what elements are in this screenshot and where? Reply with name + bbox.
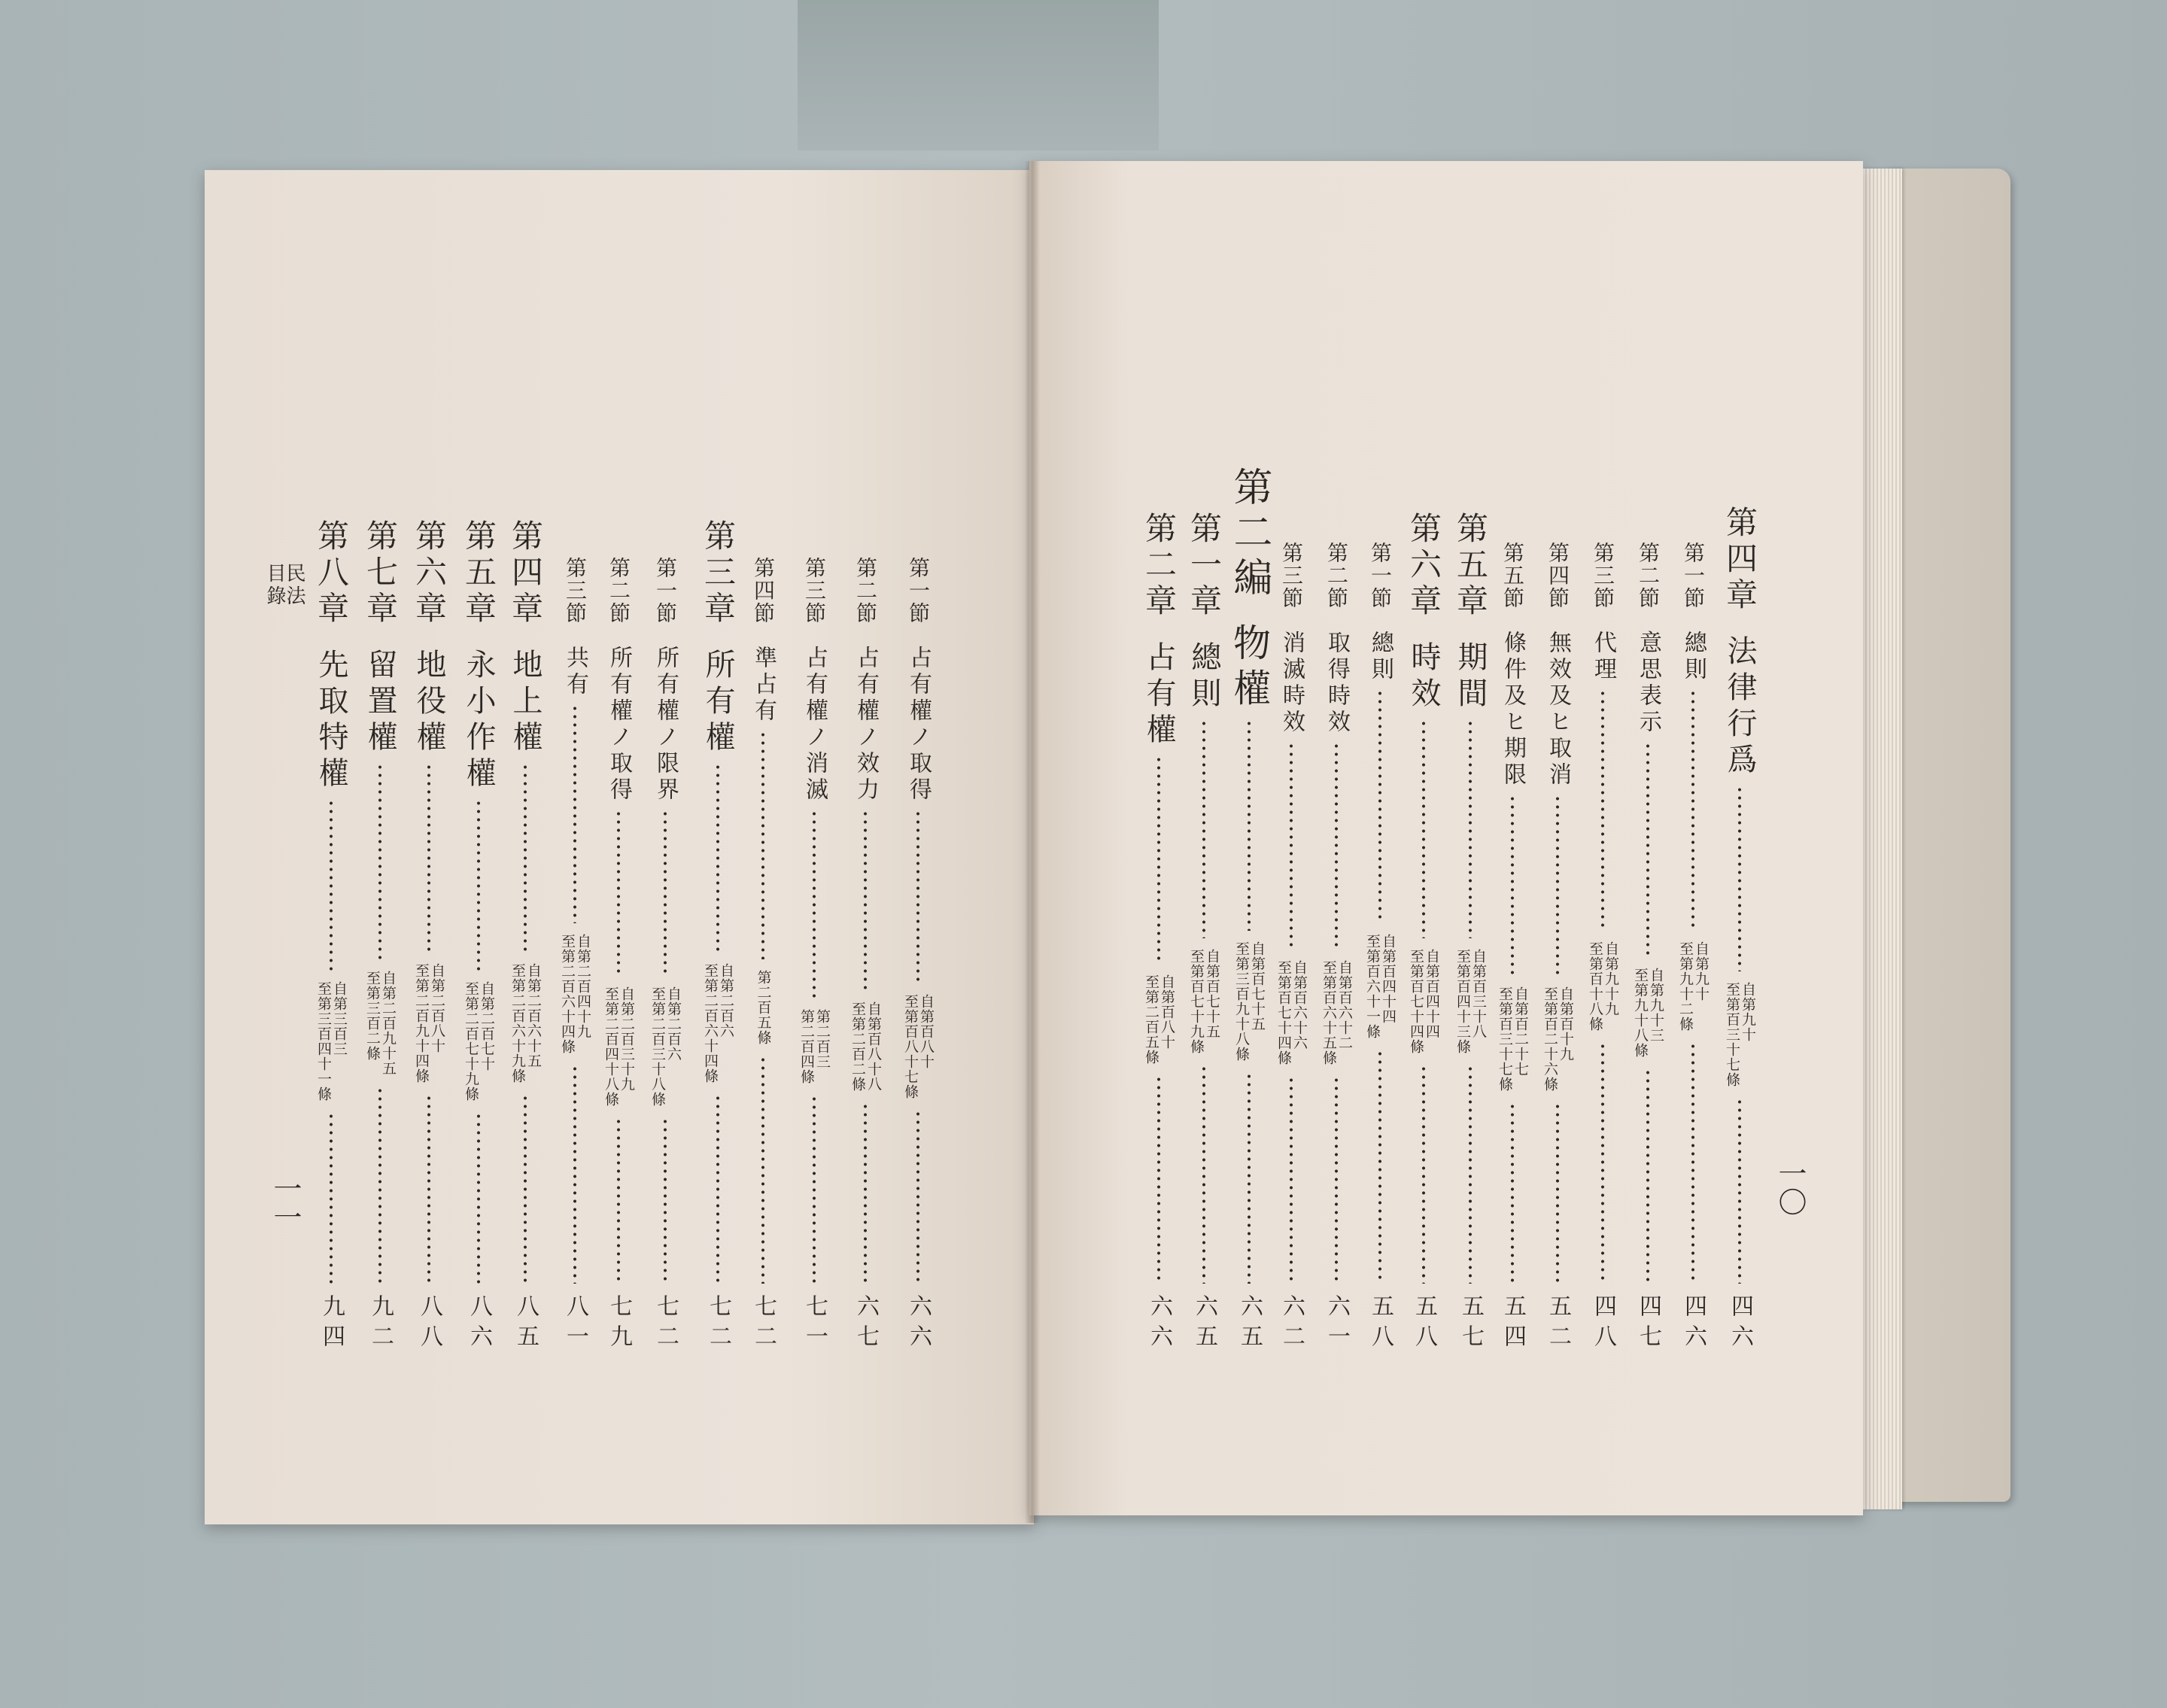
- article-range-line: 自第百八十: [918, 994, 935, 1069]
- article-range-line: 至第百十八條: [1587, 941, 1603, 1032]
- running-head-title: 民法: [283, 563, 305, 608]
- toc-entry-label: 第三節: [802, 557, 827, 625]
- leader-dots: [1378, 689, 1382, 923]
- leader-dots: [916, 810, 920, 983]
- leader-dots: [916, 1110, 920, 1284]
- leader-dots: [863, 810, 868, 991]
- article-range-line: 至第百七十九條: [1188, 949, 1205, 1054]
- leader-dots: [716, 1094, 720, 1284]
- leader-dots: [812, 1095, 816, 1284]
- page-number: 五八: [1411, 1294, 1437, 1354]
- leader-dots: [716, 763, 720, 953]
- leader-dots: [1468, 1065, 1473, 1284]
- article-range-line: 至第三百二條: [364, 971, 381, 1061]
- toc-entry: [354, 519, 406, 1354]
- toc-entry-title: 占有權ノ消滅: [801, 646, 828, 804]
- leader-dots: [523, 763, 527, 953]
- toc-entry-label: 第八章: [313, 519, 350, 628]
- toc-entry-title: 所有權ノ取得: [606, 646, 632, 804]
- leader-dots: [1646, 742, 1650, 957]
- toc-entry-label: 第三節: [1279, 542, 1304, 609]
- article-range-line: 至第二百二條: [849, 1001, 866, 1092]
- toc-entry-label: 第一節: [1368, 542, 1393, 609]
- book-back-cover: [1889, 169, 2010, 1502]
- article-range-line: 至第百七十四條: [1408, 949, 1424, 1054]
- page-number: 六六: [1146, 1294, 1172, 1354]
- page-number: 七九: [606, 1294, 632, 1354]
- toc-entry-label: 第五節: [1500, 542, 1525, 609]
- leader-dots: [1156, 1075, 1161, 1284]
- article-range-line: 至第二百三十八條: [649, 986, 666, 1107]
- toc-entry-title: 法律行爲: [1722, 635, 1757, 780]
- article-range-line: 自第百四十四: [1380, 934, 1397, 1024]
- toc-entry-title: 總則: [1187, 641, 1221, 713]
- toc-entry-title: 占有權: [1141, 641, 1176, 749]
- page-number: 八八: [416, 1294, 442, 1354]
- page-number: 六五: [1191, 1294, 1217, 1354]
- toc-entry-label: 第三節: [1591, 542, 1615, 609]
- article-range-line: 自第百六十二: [1336, 960, 1353, 1050]
- page-number: 五七: [1457, 1294, 1484, 1354]
- toc-entry-label: 第二節: [1324, 542, 1349, 609]
- article-range: [603, 986, 634, 1107]
- toc-entry: [639, 557, 691, 1354]
- article-range: [1542, 986, 1573, 1092]
- article-range-line: 自第二百三十九: [618, 986, 635, 1092]
- toc-entry: [1178, 512, 1230, 1354]
- leader-dots: [476, 799, 481, 971]
- leader-dots: [1468, 719, 1473, 938]
- article-range: [1144, 974, 1174, 1065]
- leader-dots: [1334, 1076, 1339, 1284]
- page-number: 七二: [750, 1294, 777, 1354]
- article-range-line: 自第百六十六: [1291, 960, 1308, 1050]
- article-range-line: 第二百四條: [798, 1009, 815, 1084]
- article-range: [1189, 949, 1219, 1054]
- leader-dots: [1421, 1065, 1426, 1284]
- article-range: [1234, 941, 1264, 1062]
- toc-entry-label: 第三章: [700, 519, 737, 628]
- toc-entry-title: 地上權: [508, 649, 543, 757]
- toc-entry-title: 所有權: [701, 649, 735, 757]
- toc-entry: [1621, 542, 1674, 1354]
- article-range-line: 自第百七十五: [1249, 941, 1266, 1032]
- background-top: [798, 0, 1159, 150]
- page-number: 九四: [318, 1294, 345, 1354]
- page-number: 五二: [1545, 1294, 1571, 1354]
- toc-entry-label: 第二節: [606, 557, 631, 625]
- article-range-line: 自第二百七十: [479, 981, 495, 1071]
- toc-entry-label: 第七章: [362, 519, 399, 628]
- toc-entry-label: 第一節: [653, 557, 678, 625]
- leader-dots: [427, 1094, 431, 1284]
- running-head: [265, 563, 304, 608]
- left-folio: 一一: [269, 1174, 302, 1231]
- toc-entry-title: 取得時效: [1324, 631, 1350, 736]
- leader-dots: [378, 763, 382, 960]
- article-range-line: 第二百三: [814, 1009, 831, 1069]
- toc-entry-label: 第六章: [411, 519, 448, 628]
- toc-entry-title: 條件及ヒ期限: [1500, 631, 1526, 789]
- article-range: [1588, 941, 1618, 1032]
- toc-entry: [1713, 506, 1766, 1354]
- page-number: 四八: [1590, 1294, 1616, 1354]
- leader-dots: [812, 810, 816, 998]
- article-range: [1455, 949, 1485, 1054]
- page-number: 九二: [367, 1294, 394, 1354]
- leader-dots: [761, 731, 765, 959]
- article-range-line: 自第二百六: [718, 963, 734, 1038]
- toc-entry: [691, 519, 744, 1354]
- leader-dots: [1421, 719, 1426, 938]
- article-range: [365, 971, 395, 1076]
- article-range-line: 自第二百六十五: [525, 963, 542, 1068]
- toc-entry-title: 準占有: [750, 646, 777, 725]
- article-range: [510, 963, 540, 1083]
- leader-dots: [1510, 795, 1515, 976]
- toc-entry: [1132, 512, 1185, 1354]
- toc-entry-title: 期間: [1453, 641, 1488, 713]
- leader-dots: [1334, 742, 1339, 950]
- page-number: 四六: [1727, 1294, 1753, 1354]
- page-number: 五四: [1500, 1294, 1526, 1354]
- leader-dots: [1737, 1098, 1742, 1284]
- article-range-line: 自第九十: [1740, 982, 1756, 1042]
- article-range-line: 自第二百九十五: [380, 971, 397, 1076]
- toc-entry-label: 第三節: [563, 557, 588, 625]
- article-range-line: 第二百五條: [755, 969, 772, 1045]
- leader-dots: [663, 1117, 667, 1284]
- leader-dots: [1202, 719, 1206, 938]
- toc-entry-title: 代理: [1590, 631, 1616, 683]
- page-number: 五八: [1367, 1294, 1394, 1354]
- toc-entry-label: 第一節: [906, 557, 931, 625]
- article-range-line: 至第百二十六條: [1542, 986, 1558, 1092]
- leader-dots: [1510, 1102, 1515, 1284]
- leader-dots: [427, 763, 431, 953]
- toc-entry: [452, 519, 505, 1354]
- article-range-line: 至第三百四十一條: [315, 981, 332, 1102]
- article-range-line: 至第百六十五條: [1321, 960, 1337, 1065]
- article-range-line: 自第百八十八: [865, 1001, 882, 1092]
- leader-dots: [761, 1056, 765, 1284]
- toc-entry: [1531, 542, 1584, 1354]
- toc-entry-title: 占有權ノ取得: [905, 646, 932, 804]
- article-range: [560, 934, 590, 1054]
- article-range-line: 自第九十三: [1648, 968, 1664, 1043]
- article-range-line: 至第三百九十八條: [1233, 941, 1250, 1062]
- toc-entry: [1444, 512, 1497, 1354]
- article-range-line: 至第百三十七條: [1724, 982, 1740, 1087]
- page-number: 六一: [1324, 1294, 1350, 1354]
- toc-entry-title: 永小作權: [461, 649, 496, 793]
- article-range: [1633, 968, 1663, 1058]
- page-number: 四七: [1635, 1294, 1661, 1354]
- page-number: 八一: [562, 1294, 588, 1354]
- leader-dots: [1378, 1050, 1382, 1284]
- toc-entry: [737, 557, 789, 1354]
- article-range-line: 自第九十九: [1603, 941, 1619, 1017]
- page-number: 八五: [512, 1294, 539, 1354]
- toc-entry-title: 共有: [562, 646, 588, 698]
- toc-entry-label: 第四章: [1722, 506, 1758, 614]
- article-range-line: 至第百四十三條: [1454, 949, 1471, 1054]
- right-folio: 一〇: [1773, 1159, 1807, 1216]
- leader-dots: [1646, 1068, 1650, 1284]
- toc-entry-title: 占有權ノ效力: [853, 646, 879, 804]
- toc-entry: [892, 557, 944, 1354]
- toc-entry-title: 所有權ノ限界: [652, 646, 679, 804]
- article-range: [850, 1001, 880, 1092]
- leader-dots: [476, 1112, 481, 1284]
- article-range: [414, 963, 444, 1083]
- leader-dots: [1289, 742, 1293, 950]
- toc-entry-label: 第一節: [1681, 542, 1706, 609]
- leader-dots: [1247, 1072, 1251, 1284]
- toc-entry-label: 第四章: [507, 519, 544, 628]
- page-edges: [1863, 169, 1902, 1509]
- leader-dots: [1202, 1065, 1206, 1284]
- article-range: [463, 981, 494, 1102]
- toc-entry: [1223, 467, 1275, 1354]
- leader-dots: [1691, 689, 1695, 931]
- article-range: [316, 981, 346, 1102]
- article-range: [1321, 960, 1351, 1065]
- toc-entry-title: 地役權: [412, 649, 446, 757]
- leader-dots: [663, 810, 667, 976]
- article-range: [650, 986, 680, 1107]
- article-range-line: 自第二百六: [665, 986, 682, 1062]
- leader-dots: [378, 1086, 382, 1284]
- article-range: [756, 970, 770, 1045]
- leader-dots: [1156, 755, 1161, 964]
- page-number: 四六: [1680, 1294, 1707, 1354]
- article-range-line: 至第二百九十四條: [413, 963, 430, 1083]
- article-range-line: 自第百八十: [1159, 974, 1175, 1050]
- article-range-line: 至第百七十四條: [1275, 960, 1292, 1065]
- toc-entry-title: 無效及ヒ取消: [1545, 631, 1571, 789]
- toc-entry-title: 留置權: [363, 649, 397, 757]
- leader-dots: [1600, 1042, 1605, 1284]
- toc-entry-title: 時效: [1406, 641, 1441, 713]
- toc-entry: [499, 519, 552, 1354]
- toc-entry: [305, 519, 357, 1354]
- article-range: [1276, 960, 1306, 1065]
- toc-entry: [788, 557, 840, 1354]
- page-number: 六五: [1236, 1294, 1263, 1354]
- article-range-line: 至第百八十七條: [902, 994, 919, 1099]
- article-range-line: 至第二百七十九條: [463, 981, 479, 1102]
- toc-entry: [1667, 542, 1719, 1354]
- toc-entry-label: 第四節: [751, 557, 776, 625]
- article-range-line: 自第百四十四: [1424, 949, 1440, 1039]
- article-range-line: 至第二百五條: [1143, 974, 1159, 1065]
- toc-entry-label: 第二節: [853, 557, 878, 625]
- article-range-line: 自第九十: [1693, 941, 1710, 1001]
- article-range-line: 自第百十九: [1558, 986, 1574, 1062]
- page-number: 七二: [652, 1294, 679, 1354]
- toc-entry: [549, 557, 601, 1354]
- toc-entry-label: 第五章: [460, 519, 497, 628]
- toc-entry-label: 第二節: [1636, 542, 1661, 609]
- toc-entry-title: 總則: [1680, 631, 1707, 683]
- toc-entry-label: 第二章: [1141, 512, 1178, 620]
- toc-entry: [403, 519, 455, 1354]
- article-range: [1365, 934, 1395, 1039]
- article-range-line: 至第九十二條: [1677, 941, 1694, 1032]
- toc-entry-title: 先取特權: [314, 649, 348, 793]
- article-range: [1497, 986, 1527, 1092]
- toc-entry: [1310, 542, 1363, 1354]
- leader-dots: [573, 1065, 577, 1284]
- page-number: 六七: [853, 1294, 879, 1354]
- leader-dots: [329, 1112, 333, 1284]
- toc-entry-title: 意思表示: [1635, 631, 1661, 736]
- article-range: [903, 994, 933, 1099]
- article-range-line: 自第二百四十九: [575, 934, 591, 1039]
- article-range: [703, 963, 733, 1083]
- page-number: 七二: [705, 1294, 731, 1354]
- article-range: [1678, 941, 1708, 1032]
- article-range-line: 自第百七十五: [1204, 949, 1220, 1039]
- toc-entry: [839, 557, 892, 1354]
- page-number: 六二: [1278, 1294, 1305, 1354]
- page-number: 六六: [905, 1294, 932, 1354]
- article-range-line: 至第百三十七條: [1497, 986, 1513, 1092]
- article-range: [1409, 949, 1439, 1054]
- article-range-line: 自第百三十八: [1470, 949, 1487, 1039]
- leader-dots: [863, 1102, 868, 1284]
- leader-dots: [523, 1094, 527, 1284]
- running-head-section: 目錄: [263, 563, 286, 608]
- article-range-line: 至第二百六十九條: [509, 963, 526, 1083]
- toc-entry-title: 物權: [1227, 623, 1271, 713]
- article-range: [1725, 982, 1755, 1087]
- leader-dots: [1289, 1076, 1293, 1284]
- page-number: 八六: [466, 1294, 492, 1354]
- article-range-line: 至第九十八條: [1632, 968, 1649, 1058]
- article-range-line: 至第百六十一條: [1364, 934, 1381, 1039]
- article-range-line: 自第三百三: [331, 981, 348, 1056]
- leader-dots: [1555, 795, 1560, 976]
- leader-dots: [329, 799, 333, 971]
- leader-dots: [1737, 786, 1742, 971]
- article-range-line: 自第二百八十: [429, 963, 445, 1053]
- leader-dots: [616, 810, 621, 976]
- toc-entry-label: 第二編: [1226, 467, 1272, 602]
- leader-dots: [573, 704, 577, 923]
- article-range-line: 至第二百四十八條: [603, 986, 619, 1107]
- article-range-line: 至第二百六十四條: [702, 963, 719, 1083]
- leader-dots: [1247, 719, 1251, 931]
- toc-entry-label: 第四節: [1545, 542, 1570, 609]
- article-range-line: 自第百二十七: [1512, 986, 1529, 1077]
- toc-entry: [1576, 542, 1629, 1354]
- article-range: [799, 1009, 829, 1084]
- leader-dots: [1600, 689, 1605, 931]
- article-range-line: 至第二百六十四條: [559, 934, 576, 1054]
- book-gutter: [1025, 161, 1040, 1523]
- toc-entry-title: 消滅時效: [1278, 631, 1305, 736]
- leader-dots: [616, 1117, 621, 1284]
- page-number: 七一: [801, 1294, 828, 1354]
- leader-dots: [1555, 1102, 1560, 1284]
- toc-entry-title: 總則: [1367, 631, 1394, 683]
- toc-entry-label: 第一章: [1186, 512, 1223, 620]
- toc-entry-label: 第五章: [1452, 512, 1489, 620]
- toc-entry-label: 第六章: [1406, 512, 1442, 620]
- leader-dots: [1691, 1042, 1695, 1284]
